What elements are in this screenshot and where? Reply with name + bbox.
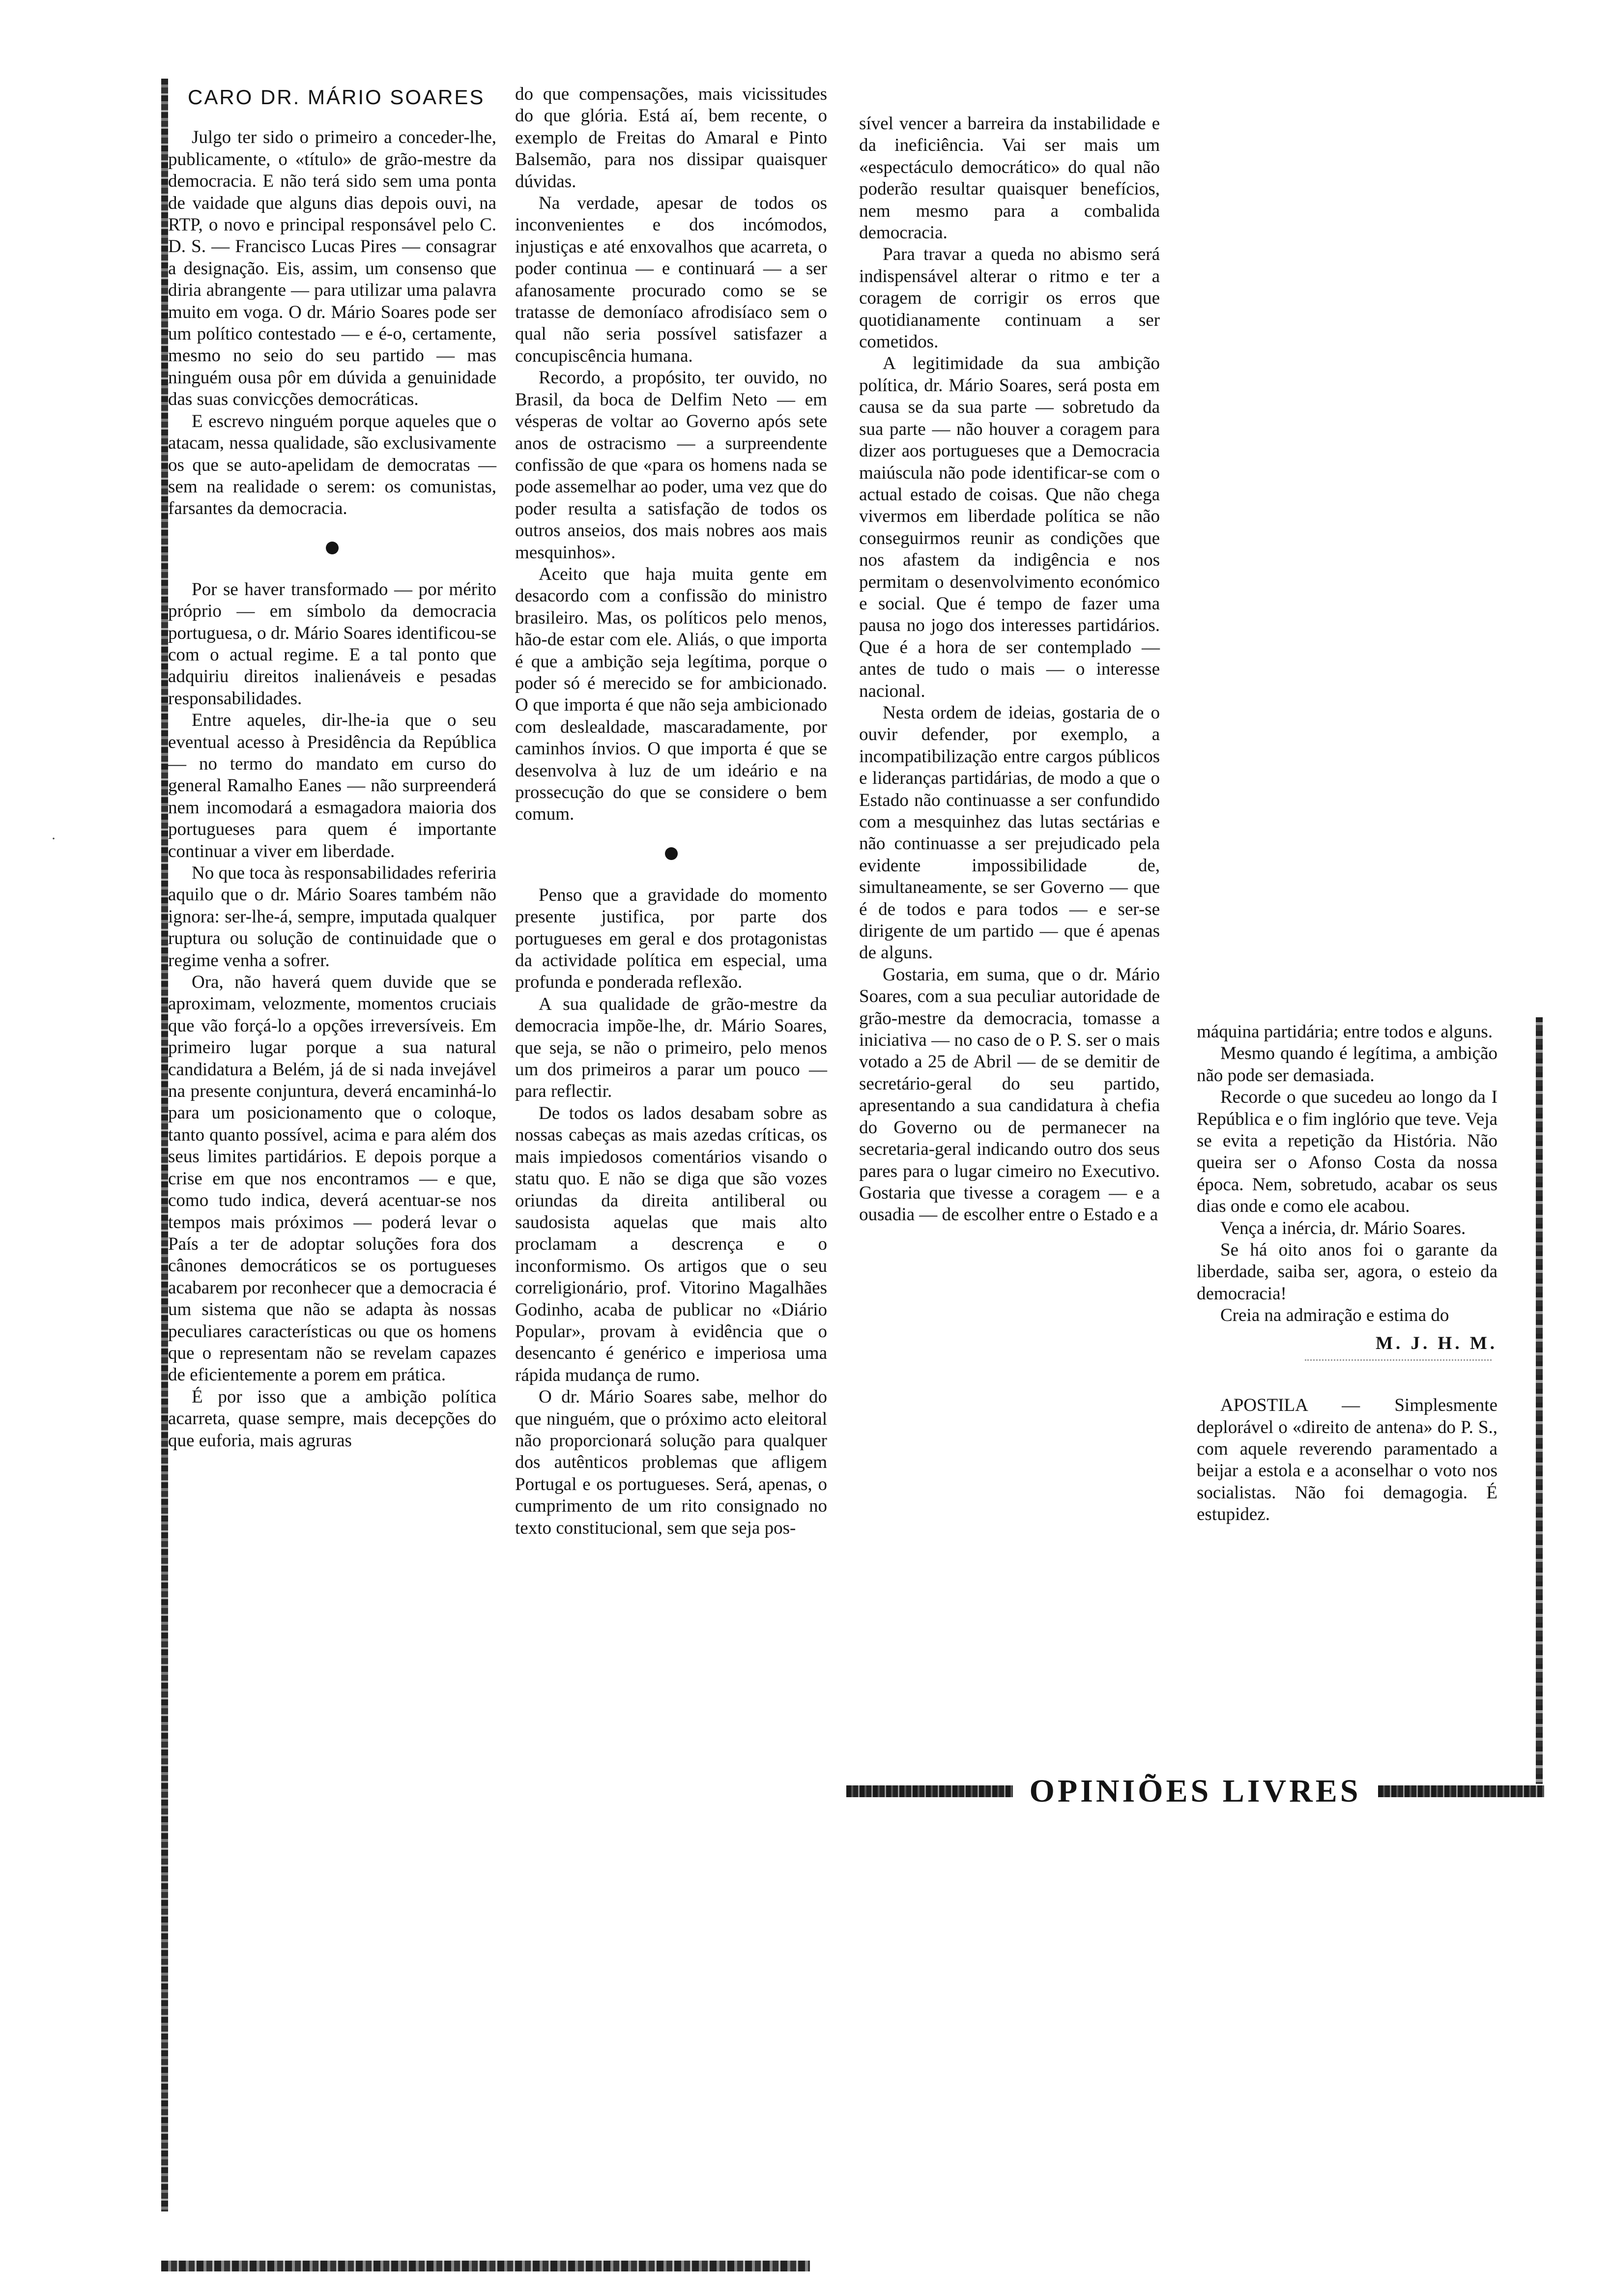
section-title: OPINIÕES LIVRES (1029, 1773, 1361, 1809)
clipping-left-edge (161, 79, 168, 2211)
paragraph: Recorde o que sucedeu ao longo da I República e o fim inglório que teve. Veja se evita a repetição da História. Não queira ser o Afonso Costa da nossa época. Nem, sobretudo, acabar os seus dias onde e como ele acabou. (1197, 1087, 1497, 1217)
paragraph: Aceito que haja muita gente em desacordo com a confissão do ministro brasileiro. Mas, os políticos pelo menos, hão-de estar com ele. Aliás, o que importa é que a ambição seja legítima, porque o poder só é merecido se for ambicionado. O que importa é que não seja ambicionado com deslealdade, mascaradamente, por caminhos ínvios. O que importa é que se desenvolva à luz de um ideário e na prossecução do que se considere o bem comum. (515, 564, 827, 825)
postscript: APOSTILA — Simplesmente deplorável o «direito de antena» do P. S., com aquele reverendo paramentado a beijar a estola e a aconselhar o voto nos socialistas. Não foi demagogia. É estupidez. (1197, 1395, 1497, 1525)
paragraph: Gostaria, em suma, que o dr. Mário Soares, com a sua peculiar autoridade de grão-mestre da democracia, tomasse a iniciativa — no caso de o P. S. ser o mais votado a 25 de Abril — de se demitir de secretário-geral do seu partido, apresentando a sua candidatura à chefia do Governo ou de permanecer na secretaria-geral indicando outro dos seus pares para o lugar cimeiro no Executivo. Gostaria que tivesse a coragem — e a ousadia — de escolher entre o Estado e a (859, 964, 1160, 1225)
article-column-3 (859, 113, 1160, 1226)
paragraph: E escrevo ninguém porque aqueles que o atacam, nessa qualidade, são exclusivamente os que se auto-apelidam de democratas — sem na realidade o serem: os comunistas, farsantes da democracia. (168, 411, 496, 519)
section-bullet (326, 542, 339, 554)
article-heading: CARO DR. MÁRIO SOARES (188, 86, 485, 109)
paragraph: Creia na admiração e estima do (1220, 1305, 1449, 1326)
paragraph: Ora, não haverá quem duvide que se aproximam, velozmente, momentos cruciais que vão forçá-lo a opções irreversíveis. Em primeiro lugar porque a sua natural candidatura a Belém, já de si nada invejável na presente conjuntura, deverá encaminhá-lo para um posicionamento que o coloque, tanto quanto possível, acima e para além dos seus limites partidários. E depois porque a crise em que nos encontramos — e que, como tudo indica, deverá acentuar-se nos tempos mais próximos — poderá levar o País a ter de adoptar soluções fora dos cânones democráticos se os portugueses acabarem por reconhecer que a democracia é um sistema que não se adapta às nossas peculiares características ou que os homens que o representam não se revelam capazes de eficientemente a porem em prática. (168, 972, 496, 1385)
paragraph: do que compensações, mais vicissitudes do que glória. Está aí, bem recente, o exemplo de Freitas do Amaral e Pinto Balsemão, para nos dissipar quaisquer dúvidas. (515, 84, 827, 192)
paragraph: De todos os lados desabam sobre as nossas cabeças as mais azedas críticas, os mais impiedosos comentários visando o statu quo. E não se diga que são vozes oriundas da direita antiliberal ou saudosista aquelas que mais alto proclamam a descrença e o inconformismo. Os artigos que o seu correligionário, prof. Vitorino Magalhães Godinho, acaba de publicar no «Diário Popular», provam à evidência que o desencanto é genérico e imperiosa uma rápida mudança de rumo. (515, 1103, 827, 1385)
paragraph: Nesta ordem de ideias, gostaria de o ouvir defender, por exemplo, a incompatibilização entre cargos públicos e lideranças partidárias, de modo a que o Estado não continuasse a ser confundido com a mesquinhez das lutas sectárias e não continuasse a ser prejudicado pela evidente impossibilidade de, simultaneamente, se ser Governo — que é de todos e para todos — e ser-se dirigente de um partido — que é apenas de alguns. (859, 702, 1160, 963)
paragraph: No que toca às responsabilidades referiria aquilo que o dr. Mário Soares também não ignora: ser-lhe-á, sempre, imputada qualquer ruptura ou solução de continuidade que o regime venha a sofrer. (168, 863, 496, 971)
section-banner (846, 1772, 1544, 1811)
clipping-right-edge (1536, 1017, 1543, 1784)
paragraph: Mesmo quando é legítima, a ambição não pode ser demasiada. (1197, 1043, 1497, 1086)
stray-mark: · (51, 831, 56, 847)
article-column-1 (168, 83, 496, 1452)
paragraph: A legitimidade da sua ambição política, dr. Mário Soares, será posta em causa se da sua parte — sobretudo da sua parte — não houver a coragem para dizer aos portugueses que a Democracia maiúscula não pode identificar-se com o actual estado de coisas. Que não chega vivermos em liberdade política se não conseguirmos reunir as condições que nos afastem da indigência e nos permitam o desenvolvimento económico e social. Que é tempo de fazer uma pausa no jogo dos interesses partidários. Que é a hora de ser contemplado — antes de tudo o mais — o interesse nacional. (859, 353, 1160, 701)
author-signature: M. J. H. M. (1376, 1333, 1497, 1353)
paragraph: Por se haver transformado — por mérito próprio — em símbolo da democracia portuguesa, o dr. Mário Soares identificou-se com o actual regime. E a tal ponto que adquiriu direitos inalienáveis e pesadas responsabilidades. (168, 579, 496, 709)
banner-rule-left (846, 1785, 1013, 1797)
paragraph: sível vencer a barreira da instabilidade e da ineficiência. Vai ser mais um «espectáculo democrático» do qual não poderão resultar quaisquer benefícios, nem mesmo para a combalida democracia. (859, 114, 1160, 243)
paragraph: Entre aqueles, dir-lhe-ia que o seu eventual acesso à Presidência da República — no termo do mandato em curso do general Ramalho Eanes — não surpreenderá nem incomodará a esmagadora maioria dos portugueses para quem é importante continuar a viver em liberdade. (168, 710, 496, 861)
paragraph: Para travar a queda no abismo será indispensável alterar o ritmo e ter a coragem de corrigir os erros que quotidianamente continuam a ser cometidos. (859, 244, 1160, 352)
paragraph: Recordo, a propósito, ter ouvido, no Brasil, da boca de Delfim Neto — em vésperas de voltar ao Governo após sete anos de ostracismo — a surpreendente confissão de que «para os homens nada se pode assemelhar ao poder, uma vez que do poder resulta a satisfação de todos os outros anseios, dos mais nobres aos mais mesquinhos». (515, 368, 827, 563)
paragraph: A sua qualidade de grão-mestre da democracia impõe-lhe, dr. Mário Soares, que seja, se não o primeiro, pelo menos um dos primeiros a parar um pouco — para reflectir. (515, 994, 827, 1102)
separator-dots (1197, 1359, 1497, 1375)
paragraph: Se há oito anos foi o garante da liberdade, saiba ser, agora, o esteio da democracia! (1197, 1240, 1497, 1304)
article-column-4 (1197, 1021, 1497, 1526)
paragraph: máquina partidária; entre todos e alguns. (1197, 1022, 1493, 1042)
clipping-bottom-edge (161, 2261, 810, 2271)
section-bullet (665, 847, 678, 860)
paragraph: Na verdade, apesar de todos os inconvenientes e dos incómodos, injustiças e até enxovalhos que acarreta, o poder continua — e continuará — a ser afanosamente procurado como se se tratasse de demoníaco afrodisíaco sem o qual não seria possível satisfazer a concupiscência humana. (515, 193, 827, 366)
paragraph: O dr. Mário Soares sabe, melhor do que ninguém, que o próximo acto eleitoral não proporcionará solução para qualquer dos autênticos problemas que afligem Portugal e os portugueses. Será, apenas, o cumprimento de um rito consignado no texto constitucional, sem que seja pos- (515, 1387, 827, 1538)
paragraph: Vença a inércia, dr. Mário Soares. (1220, 1218, 1466, 1238)
article-column-2 (515, 84, 827, 1539)
banner-rule-right (1378, 1785, 1545, 1797)
paragraph: Julgo ter sido o primeiro a conceder-lhe, publicamente, o «título» de grão-mestre da democracia. E não terá sido sem uma ponta de vaidade que alguns dias depois ouvi, na RTP, o novo e principal responsável pelo C. D. S. — Francisco Lucas Pires — consagrar a designação. Eis, assim, um consenso que diria abrangente — para utilizar uma palavra muito em voga. O dr. Mário Soares pode ser um político contestado — e é-o, certamente, mesmo no seio do seu partido — mas ninguém ousa pôr em dúvida a genuinidade das suas convicções democráticas. (168, 127, 496, 410)
paragraph: É por isso que a ambição política acarreta, quase sempre, mais decepções do que euforia, mais agruras (168, 1386, 496, 1451)
paragraph: Penso que a gravidade do momento presente justifica, por parte dos portugueses em geral e dos protagonistas da actividade política em especial, uma profunda e ponderada reflexão. (515, 885, 827, 993)
dotted-rule (1305, 1359, 1492, 1365)
